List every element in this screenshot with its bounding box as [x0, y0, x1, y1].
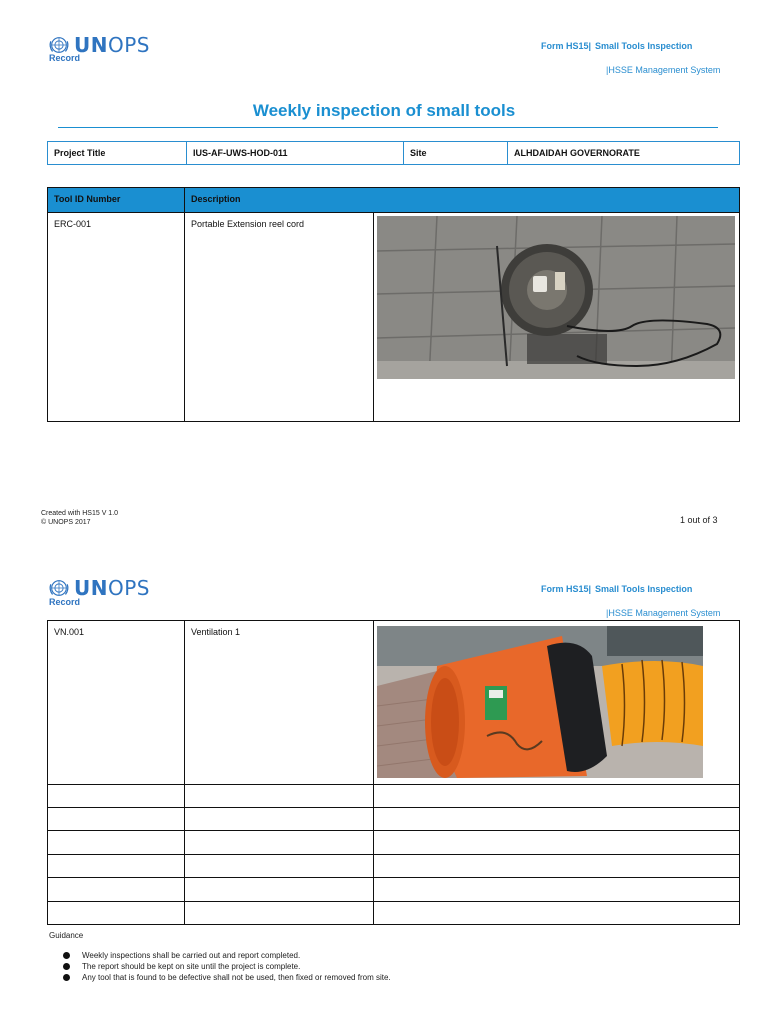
form-identifier [541, 41, 692, 51]
tool-description-cell: Ventilation 1 [185, 621, 374, 784]
extension-reel-photo [377, 216, 735, 379]
form-name: Small Tools Inspection [595, 584, 693, 594]
site-label: Site [404, 142, 508, 164]
header-description: Description [191, 194, 241, 204]
project-info-table [47, 141, 740, 165]
brand-sub: Record [49, 53, 81, 63]
footer-created [41, 509, 118, 527]
list-item: Any tool that is found to be defective shall not be used, then fixed or removed from site. [63, 972, 391, 983]
table-row [48, 902, 739, 924]
brand-wordmark: UNOPS [74, 576, 150, 600]
page-number: 1 out of 3 [680, 515, 718, 525]
table-row [48, 878, 739, 902]
header-tool-id: Tool ID Number [48, 188, 185, 212]
form-code: Form HS15| [541, 584, 592, 594]
tool-id-cell: VN.001 [48, 621, 185, 784]
list-item: The report should be kept on site until the project is complete. [63, 961, 391, 972]
guidance-list [63, 950, 391, 983]
created-with: Created with HS15 V 1.0 [41, 510, 119, 517]
brand-wordmark: UNOPS [74, 33, 150, 57]
form-code: Form HS15| [541, 41, 592, 51]
un-emblem-icon [48, 577, 70, 599]
title-divider [58, 127, 718, 128]
page-title: Weekly inspection of small tools [252, 101, 516, 120]
guidance-heading: Guidance [49, 931, 84, 940]
tool-id-cell: ERC-001 [48, 213, 185, 422]
brand-sub: Record [49, 597, 81, 607]
form-identifier [541, 584, 692, 594]
table-row [48, 831, 739, 855]
table-row [48, 808, 739, 831]
project-title-value: IUS-AF-UWS-HOD-011 [187, 142, 404, 164]
table-row [48, 785, 739, 808]
ventilation-fan-photo [377, 626, 703, 778]
copyright: © UNOPS 2017 [41, 519, 91, 526]
site-value: ALHDAIDAH GOVERNORATE [514, 148, 640, 158]
project-title-label: Project Title [48, 142, 187, 164]
list-item: Weekly inspections shall be carried out and report completed. [63, 950, 391, 961]
hsse-system: |HSSE Management System [606, 65, 721, 75]
hsse-system: |HSSE Management System [606, 608, 721, 618]
tools-table-header [48, 188, 739, 213]
tool-description-cell: Portable Extension reel cord [185, 213, 374, 422]
form-name: Small Tools Inspection [595, 41, 693, 51]
table-row [48, 855, 739, 878]
